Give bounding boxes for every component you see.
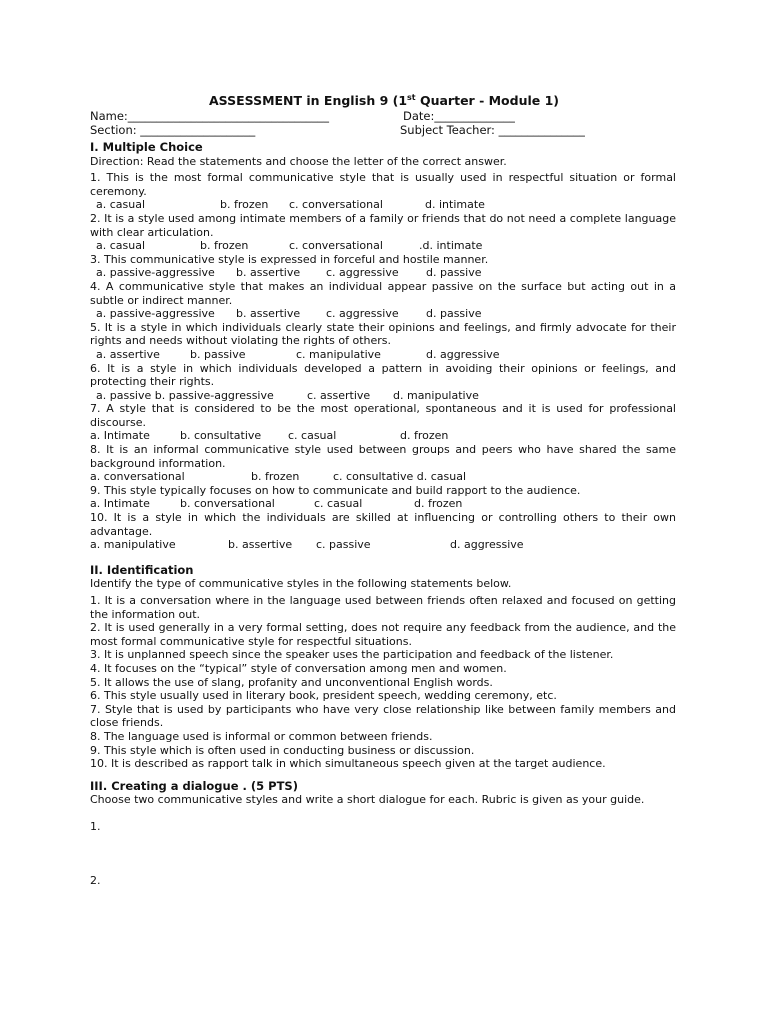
identification-item: 9. This style which is often used in conducting business or discussion. [90,743,475,757]
option: a. passive-aggressive [96,307,215,321]
question-2: 2. It is a style used among intimate members of a family or friends that do not need a complete language with clear articulation. [90,211,676,239]
option: c. casual [314,497,363,511]
question-9-options [90,497,676,511]
option: c. consultative d. casual [333,470,467,484]
section-direction: Identify the type of communicative styles in the following statements below. [90,577,512,591]
section-direction: Direction: Read the statements and choose the letter of the correct answer. [90,154,507,168]
question-6-options [90,389,676,403]
subject-teacher-field: Subject Teacher: _______________ [400,123,585,137]
question-4: 4. A communicative style that makes an individual appear passive on the surface but acting out in a subtle or indirect manner. [90,279,676,307]
option: c. manipulative [296,347,381,361]
option: b. consultative [180,429,262,443]
option: a. manipulative [90,538,176,552]
identification-item: 10. It is described as rapport talk in which simultaneous speech given at the target audience. [90,757,606,771]
option: b. frozen [220,198,269,212]
option: d. aggressive [450,538,524,552]
option: a. casual [96,198,146,212]
question-5: 5. It is a style in which individuals clearly state their opinions and feelings, and firmly advocate for their rights and needs without violating the rights of others. [90,320,676,348]
option: d. passive [426,307,482,321]
option: c. casual [288,429,337,443]
option: d. frozen [400,429,449,443]
option: .d. intimate [419,239,483,253]
option: b. assertive [228,538,293,552]
option: d. passive [426,266,482,280]
name-field: Name:___________________________________ [90,109,330,123]
identification-item: 7. Style that is used by participants who have very close relationship like between family members and close friends. [90,702,676,730]
question-3: 3. This communicative style is expressed in forceful and hostile manner. [90,252,489,266]
identification-item: 6. This style usually used in literary book, president speech, wedding ceremony, etc. [90,689,557,703]
dialogue-answer-2: 2. [90,873,101,887]
option: a. conversational [90,470,185,484]
option: c. assertive [307,388,371,402]
option: a. Intimate [90,497,150,511]
option: b. assertive [236,307,301,321]
identification-item: 8. The language used is informal or common between friends. [90,729,433,743]
section-heading-identification: II. Identification [90,562,194,577]
option: c. aggressive [326,266,399,280]
option: d. aggressive [426,347,500,361]
option: b. conversational [180,497,275,511]
option: a. passive b. passive-aggressive [96,388,274,402]
option: a. casual [96,239,146,253]
date-field: Date:______________ [403,109,515,123]
option: d. intimate [425,198,485,212]
section-field: Section: ____________________ [90,123,256,137]
question-7: 7. A style that is considered to be the most operational, spontaneous and it is used for professional discourse. [90,402,676,429]
option: c. aggressive [326,307,399,321]
section-heading-dialogue: III. Creating a dialogue . (5 PTS) [90,778,298,793]
question-4-options [90,307,676,321]
identification-item: 3. It is unplanned speech since the speaker uses the participation and feedback of the listener. [90,648,614,662]
question-3-options [90,266,676,280]
question-10: 10. It is a style in which the individuals are skilled at influencing or controlling others to their own advantage. [90,511,676,538]
assessment-content [90,141,676,887]
question-8-options [90,470,676,484]
option: d. manipulative [393,388,479,402]
option: b. assertive [236,266,301,280]
question-9: 9. This style typically focuses on how to communicate and build rapport to the audience. [90,483,581,497]
section-heading-multiple-choice: I. Multiple Choice [90,140,203,154]
document-title: ASSESSMENT in English 9 (1st Quarter - Module 1) [208,93,560,109]
option: a. passive-aggressive [96,266,215,280]
option: d. frozen [414,497,463,511]
question-1: 1. This is the most formal communicative style that is usually used in respectful situation or formal ceremony. [90,171,676,198]
question-7-options [90,429,676,443]
dialogue-answer-1: 1. [90,819,101,833]
option: a. Intimate [90,429,150,443]
option: b. passive [190,347,246,361]
identification-list [90,594,676,771]
question-2-options [90,239,676,253]
identification-item: 5. It allows the use of slang, profanity and unconventional English words. [90,675,493,689]
option: c. conversational [289,239,383,253]
identification-item: 4. It focuses on the “typical” style of conversation among men and women. [90,661,507,675]
question-6: 6. It is a style in which individuals developed a pattern in avoiding their opinions or feelings, and protecting their rights. [90,361,676,389]
section-direction: Choose two communicative styles and write a short dialogue for each. Rubric is given as your guide. [90,793,645,807]
identification-item: 1. It is a conversation where in the language used between friends often relaxed and focused on getting the information out. [90,594,676,621]
question-5-options [90,348,676,362]
option: b. frozen [251,470,300,484]
question-8: 8. It is an informal communicative style used between groups and peers who have shared the same background information. [90,443,676,470]
identification-item: 2. It is used generally in a very formal setting, does not require any feedback from the audience, and the most formal communicative style for respectful situations. [90,621,676,648]
option: c. conversational [289,198,383,212]
option: c. passive [316,538,371,552]
question-10-options [90,538,676,552]
option: b. frozen [200,239,249,253]
question-1-options [90,198,676,212]
option: a. assertive [96,347,160,361]
